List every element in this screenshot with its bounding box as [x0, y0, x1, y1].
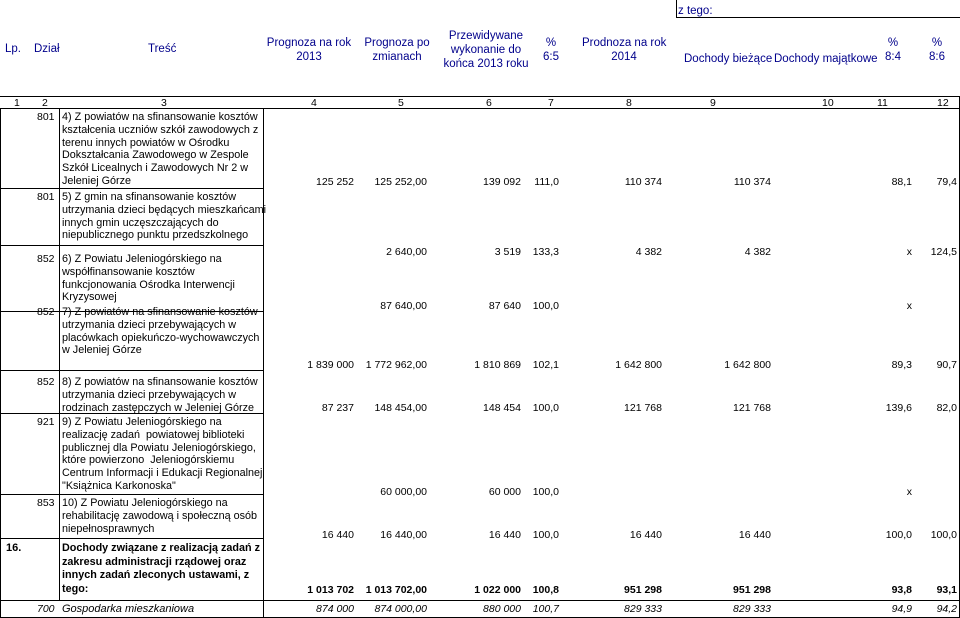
cell-c9: 1 642 800 — [724, 359, 771, 371]
cell-c12: 93,1 — [936, 584, 957, 596]
cell-c4: 1 839 000 — [307, 359, 354, 371]
row-description: 7) Z powiatów na sfinansowanie kosztów utrzymania dzieci przebywających w placówkach opiekuńczo-wychowawczych w Jeleniej Górze — [62, 306, 260, 357]
dzial-code: 852 — [37, 376, 55, 388]
cell-c12: 82,0 — [936, 402, 957, 414]
row-sep — [0, 188, 264, 189]
cell-c7: 100,7 — [532, 603, 559, 615]
cell-c8: 121 768 — [624, 402, 662, 414]
section-description: Dochody związane z realizacją zadań z zakresu administracji rządowej oraz innych zadań zleconych ustawami, z tego: — [62, 542, 261, 595]
cell-c6: 3 519 — [494, 246, 521, 258]
cell-c5: 874 000,00 — [374, 603, 427, 615]
cell-c11: 139,6 — [885, 402, 912, 414]
left-border — [0, 108, 1, 618]
cell-c11: x — [906, 246, 912, 258]
column-number: 2 — [42, 97, 48, 109]
desc-left-border — [59, 108, 60, 600]
cell-c6: 60 000 — [488, 486, 521, 498]
cell-c6: 16 440 — [488, 529, 521, 541]
dzial-code: 700 — [37, 603, 55, 615]
row-description: 5) Z gmin na sfinansowanie kosztów utrzymania dzieci będących mieszkańcami innych gmin uczęszczających do niepublicznego punktu przedszkolnego — [62, 191, 267, 242]
cell-c7: 100,0 — [532, 300, 559, 312]
column-number: 6 — [486, 97, 492, 109]
header-pct-8-6: % 8:6 — [929, 37, 945, 63]
cell-c6: 87 640 — [488, 300, 521, 312]
row-description: 6) Z Powiatu Jeleniogórskiego na współfinansowanie kosztów funkcjonowania Ośrodka Interwencji Kryzysowej — [62, 253, 235, 304]
cell-c4: 87 237 — [321, 402, 354, 414]
cell-c11: 89,3 — [891, 359, 912, 371]
cell-c12: 100,0 — [930, 529, 957, 541]
dzial-code: 801 — [37, 111, 55, 123]
cell-c5: 148 454,00 — [374, 402, 427, 414]
header-dochody-majatkowe: Dochody majątkowe — [774, 53, 878, 65]
cell-c7: 102,1 — [532, 359, 559, 371]
cell-c12: 124,5 — [930, 246, 957, 258]
cell-c9: 16 440 — [738, 529, 771, 541]
header-prognoza-2014: Prodnoza na rok 2014 — [582, 37, 667, 63]
column-number: 3 — [161, 97, 167, 109]
cell-c11: 93,8 — [891, 584, 912, 596]
cell-c8: 16 440 — [629, 529, 662, 541]
dzial-code: 852 — [37, 253, 55, 265]
header-prognoza-po-zmianach: Prognoza po zmianach — [364, 37, 430, 63]
cell-c5: 87 640,00 — [380, 300, 427, 312]
dzial-code: 853 — [37, 497, 55, 509]
colnum-bottom-border — [0, 108, 960, 109]
row-sep — [0, 538, 264, 539]
cell-c6: 1 810 869 — [474, 359, 521, 371]
dzial-code: 852 — [37, 306, 55, 318]
row-description: 10) Z Powiatu Jeleniogórskiego na rehabilitację zawodową i społeczną osób niepełnosprawnych — [62, 497, 258, 535]
cell-c5: 1 772 962,00 — [365, 359, 427, 371]
cell-c8: 829 333 — [624, 603, 662, 615]
column-number: 4 — [311, 97, 317, 109]
cell-c8: 1 642 800 — [615, 359, 662, 371]
column-number: 5 — [398, 97, 404, 109]
column-number: 8 — [626, 97, 632, 109]
cell-c7: 100,0 — [532, 402, 559, 414]
cell-c12: 94,2 — [936, 603, 957, 615]
header-dochody-biezace: Dochody bieżące — [684, 53, 773, 65]
cell-c7: 100,8 — [532, 584, 559, 596]
cell-c4: 1 013 702 — [307, 584, 354, 596]
row-sep — [0, 245, 264, 246]
cell-c9: 4 382 — [744, 246, 771, 258]
cell-c6: 139 092 — [483, 176, 521, 188]
header-z-tego: z tego: — [678, 5, 713, 17]
header-pct-8-4: % 8:4 — [885, 37, 901, 63]
header-pct-6-5: % 6:5 — [543, 37, 559, 63]
row-description: 9) Z Powiatu Jeleniogórskiego na realizację zadań powiatowej biblioteki publicznej dla Powiatu Jeleniogórskiego, które powierzono Jeleniogórskiemu Centrum Informacji i Edukacji Regionalnej "Książnica Karkonoska" — [62, 416, 263, 492]
dzial-code: 921 — [37, 416, 55, 428]
cell-c11: x — [906, 486, 912, 498]
cell-c5: 125 252,00 — [374, 176, 427, 188]
cell-c6: 148 454 — [483, 402, 521, 414]
column-number: 10 — [822, 97, 834, 109]
column-number: 1 — [14, 97, 20, 109]
header-bottom-border — [0, 96, 960, 97]
column-number: 11 — [877, 97, 888, 109]
cell-c4: 874 000 — [316, 603, 354, 615]
cell-c12: 90,7 — [936, 359, 957, 371]
z-tego-left-border — [676, 0, 677, 18]
cell-c7: 111,0 — [534, 176, 559, 188]
cell-c9: 121 768 — [733, 402, 771, 414]
header-prognoza-2013: Prognoza na rok 2013 — [266, 37, 352, 63]
cell-c5: 16 440,00 — [380, 529, 427, 541]
row-sep — [0, 600, 960, 601]
z-tego-divider — [676, 17, 960, 18]
cell-c7: 100,0 — [532, 529, 559, 541]
cell-c11: 100,0 — [885, 529, 912, 541]
header-dzial: Dział — [34, 43, 60, 55]
cell-c12: 79,4 — [936, 176, 957, 188]
header-tresc: Treść — [148, 43, 177, 55]
cell-c7: 100,0 — [532, 486, 559, 498]
cell-c7: 133,3 — [532, 246, 559, 258]
dzial-code: 801 — [37, 191, 55, 203]
cell-c4: 16 440 — [321, 529, 354, 541]
cell-c6: 1 022 000 — [474, 584, 521, 596]
cell-c8: 110 374 — [624, 176, 662, 188]
section-number: 16. — [6, 542, 22, 554]
cell-c9: 951 298 — [733, 584, 771, 596]
row-sep — [0, 370, 264, 371]
cell-c8: 4 382 — [635, 246, 662, 258]
cell-c5: 1 013 702,00 — [365, 584, 427, 596]
cell-c9: 110 374 — [733, 176, 771, 188]
cell-c4: 125 252 — [316, 176, 354, 188]
cell-c8: 951 298 — [624, 584, 662, 596]
cell-c5: 60 000,00 — [380, 486, 427, 498]
cell-c9: 829 333 — [733, 603, 771, 615]
column-number: 12 — [937, 97, 949, 109]
cell-c6: 880 000 — [483, 603, 521, 615]
cell-c11: 94,9 — [891, 603, 912, 615]
row-description: 8) Z powiatów na sfinansowanie kosztów utrzymania dzieci przebywających w rodzinach zastępczych w Jeleniej Górze — [62, 376, 258, 414]
cell-c11: 88,1 — [891, 176, 912, 188]
header-lp: Lp. — [5, 43, 21, 55]
header-przewidywane: Przewidywane wykonanie do końca 2013 roku — [443, 30, 529, 70]
row-sep — [0, 494, 264, 495]
cell-c11: x — [906, 300, 912, 312]
column-number: 7 — [548, 97, 554, 109]
column-number: 9 — [710, 97, 716, 109]
cell-c5: 2 640,00 — [386, 246, 427, 258]
row-description: 4) Z powiatów na sfinansowanie kosztów kształcenia uczniów szkół zawodowych z terenu innych powiatów w Ośrodku Dokształcania Zawodowego w Zespole Szkół Licealnych i Zawodowych Nr 2 w Jeleniej Górze — [62, 111, 259, 187]
row-description: Gospodarka mieszkaniowa — [62, 603, 195, 615]
